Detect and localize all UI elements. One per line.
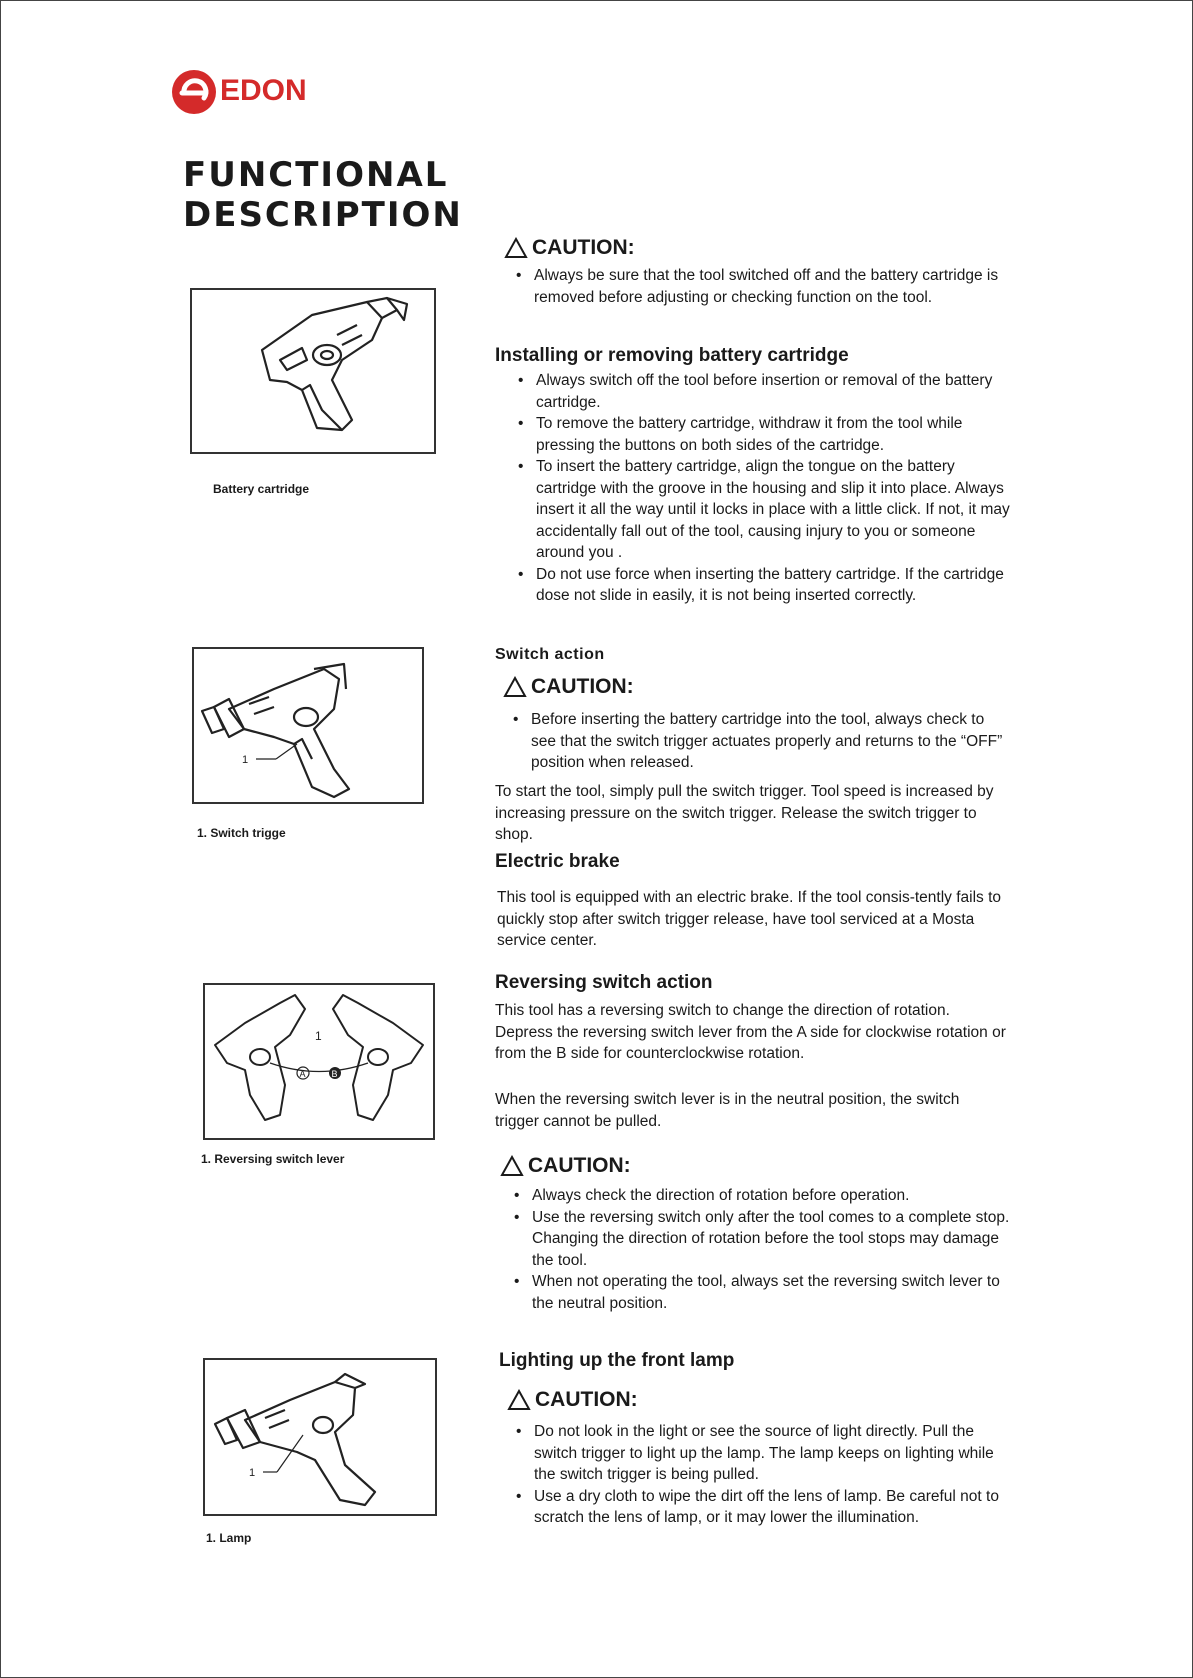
figure-caption: 1. Lamp <box>206 1531 252 1545</box>
warning-triangle-icon <box>504 237 528 259</box>
list-item: • Do not use force when inserting the battery cartridge. If the cartridge dose not slide in easily, it is not being inserted correctly. <box>518 565 1004 604</box>
callout-number: 1 <box>242 754 249 766</box>
list-item: • To insert the battery cartridge, align the tongue on the battery cartridge with the groove in the housing and slip it into place. Always insert it all the way until it locks in place with a little click. If not, it may accidentally fall out of the tool, causing injury to you or someone around you . <box>518 458 1010 561</box>
caution-label: CAUTION: <box>528 1154 631 1177</box>
callout-number: 1 <box>249 1467 256 1479</box>
list-item: • Do not look in the light or see the source of light directly. Pull the switch trigger to light up the lamp. The lamp keeps on lighting while the switch trigger is being pulled. <box>516 1423 994 1483</box>
figure-reversing-switch <box>203 983 435 1140</box>
list-item: • When not operating the tool, always set the reversing switch lever to the neutral position. <box>514 1273 1000 1312</box>
drill-illustration <box>194 649 422 802</box>
section-heading-switch: Switch action <box>495 646 605 663</box>
list-item: • Use the reversing switch only after the tool comes to a complete stop. Changing the direction of rotation before the tool stops may damage the tool. <box>514 1208 1010 1269</box>
caution-list <box>505 709 1005 774</box>
list-item: • Use a dry cloth to wipe the dirt off the lens of lamp. Be careful not to scratch the lens of lamp, or it may lower the illumination. <box>516 1487 999 1526</box>
warning-triangle-icon <box>503 676 527 698</box>
brake-body: This tool is equipped with an electric brake. If the tool consis-tently fails to quickly stop after switch trigger release, have tool serviced at a Mosta service center. <box>497 889 1001 949</box>
warning-triangle-icon <box>507 1389 531 1411</box>
drill-illustration-pair <box>205 985 433 1138</box>
section-heading-reversing: Reversing switch action <box>495 972 713 993</box>
caution-list <box>508 1421 1018 1529</box>
battery-list <box>510 370 1012 607</box>
label-b: B <box>331 1069 338 1079</box>
reversing-body: This tool has a reversing switch to change the direction of rotation. Depress the reversing switch lever from the A side for clockwise rotation or from the B side for counterclockwise rotation. <box>495 1002 1006 1062</box>
caution-label: CAUTION: <box>535 1388 638 1411</box>
brand-logo-icon <box>170 68 218 116</box>
section-heading-battery: Installing or removing battery cartridge <box>495 345 849 366</box>
drill-illustration <box>205 1360 435 1514</box>
switch-body: To start the tool, simply pull the switch trigger. Tool speed is increased by increasing pressure on the switch trigger. Release the switch trigger to shop. <box>495 783 994 843</box>
reversing-body-2: When the reversing switch lever is in the neutral position, the switch trigger cannot be pulled. <box>495 1091 960 1130</box>
page-title-line2: DESCRIPTION <box>183 195 463 235</box>
list-item: • To remove the battery cartridge, withdraw it from the tool while pressing the buttons on both sides of the cartridge. <box>518 415 963 454</box>
brand-logo-text: EDON <box>220 74 307 107</box>
label-a: A <box>299 1069 306 1079</box>
section-heading-brake: Electric brake <box>495 851 620 872</box>
figure-caption: 1. Reversing switch lever <box>201 1152 345 1166</box>
figure-battery-cartridge <box>190 288 436 454</box>
list-item: • Always check the direction of rotation before operation. <box>514 1187 910 1204</box>
list-item: • Before inserting the battery cartridge into the tool, always check to see that the switch trigger actuates properly and returns to the “OFF” position when released. <box>513 711 1003 771</box>
caution-heading <box>503 675 634 699</box>
caution-list <box>506 1185 1018 1314</box>
list-item: • Always be sure that the tool switched off and the battery cartridge is removed before adjusting or checking function on the tool. <box>516 267 999 306</box>
caution-list <box>508 265 1016 308</box>
figure-caption: Battery cartridge <box>213 482 310 496</box>
caution-heading <box>507 1388 638 1412</box>
section-heading-lamp: Lighting up the front lamp <box>499 1350 735 1371</box>
figure-front-lamp <box>203 1358 437 1516</box>
list-item: • Always switch off the tool before insertion or removal of the battery cartridge. <box>518 372 993 411</box>
page-title <box>183 155 463 235</box>
warning-triangle-icon <box>500 1155 524 1177</box>
figure-caption: 1. Switch trigge <box>197 826 286 840</box>
caution-label: CAUTION: <box>532 236 635 259</box>
figure-switch-trigger <box>192 647 424 804</box>
callout-number: 1 <box>315 1029 322 1043</box>
brand-logo <box>170 68 310 118</box>
caution-label: CAUTION: <box>531 675 634 698</box>
drill-illustration <box>192 290 434 452</box>
caution-heading <box>504 236 635 260</box>
caution-heading <box>500 1154 631 1178</box>
page-title-line1: FUNCTIONAL <box>183 155 449 195</box>
